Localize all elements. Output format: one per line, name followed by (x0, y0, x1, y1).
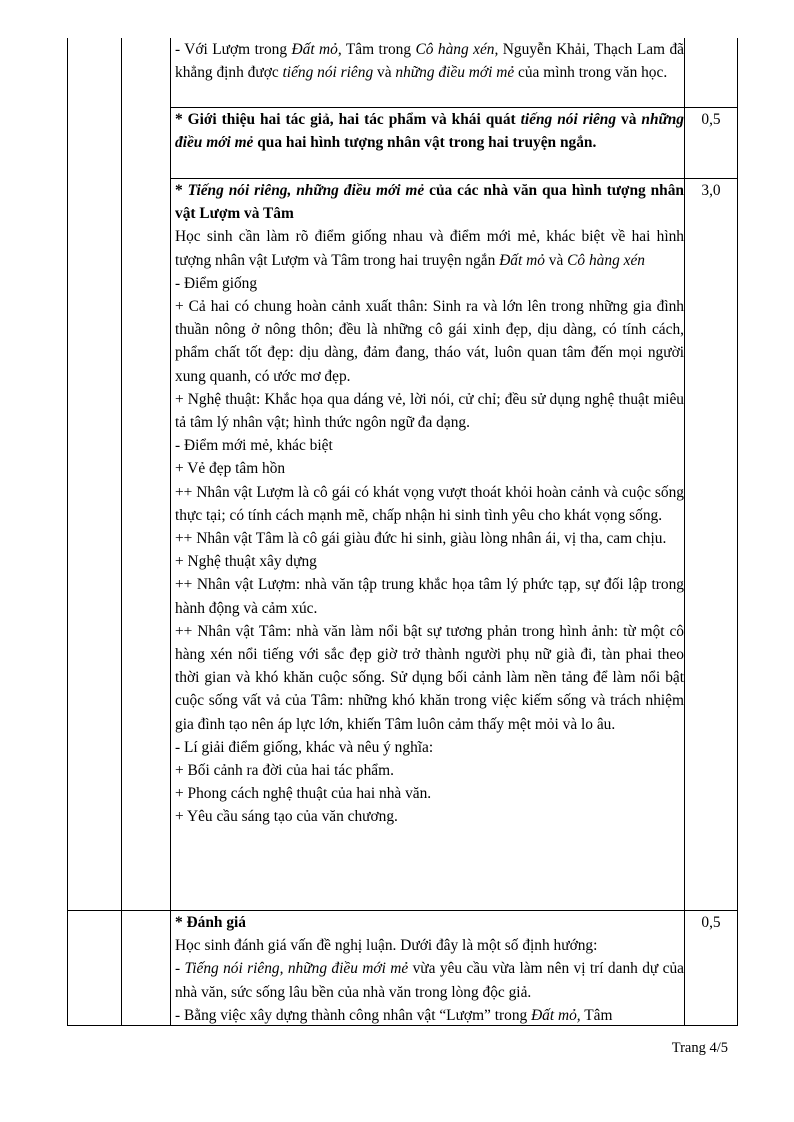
scoring-table (67, 38, 738, 1026)
evaluation-line: - Tiếng nói riêng, những điều mới mẻ vừa yêu cầu vừa làm nên vị trí danh dự của nhà văn, sức sống lâu bền của nhà văn trong lòng độc giả. (175, 960, 684, 1001)
analysis-line: - Lí giải điểm giống, khác và nêu ý nghĩa: (175, 738, 434, 756)
analysis-line: + Vẻ đẹp tâm hồn (175, 460, 286, 478)
evaluation-line: - Bằng việc xây dựng thành công nhân vật “Lượm” trong Đất mỏ, Tâm (175, 1006, 613, 1024)
row-conclusion-text: - Với Lượm trong Đất mỏ, Tâm trong Cô hàng xén, Nguyễn Khải, Thạch Lam đã khẳng định được tiếng nói riêng và những điều mới mẻ của mình trong văn học. (175, 41, 685, 82)
row-introduction-score: 0,5 (701, 111, 721, 128)
analysis-line: + Cả hai có chung hoàn cảnh xuất thân: Sinh ra và lớn lên trong những gia đình thuần nông ở nông thôn; đều là những cô gái xinh đẹp, dịu dàng, có tính cách, phẩm chất tốt đẹp: dịu dàng, đảm đang, tháo vát, luôn quan tâm đến mọi người xung quanh, có ước mơ đẹp. (175, 298, 684, 385)
row-analysis-text (175, 179, 684, 829)
analysis-line: ++ Nhân vật Lượm: nhà văn tập trung khắc họa tâm lý phức tạp, sự đối lập trong hành động và cảm xúc. (175, 576, 684, 617)
row-evaluation-text (175, 911, 684, 1026)
analysis-heading: * Tiếng nói riêng, những điều mới mẻ của các nhà văn qua hình tượng nhân vật Lượm và Tâm (175, 182, 684, 223)
row-introduction-text: * Giới thiệu hai tác giả, hai tác phẩm và khái quát tiếng nói riêng và những điều mới mẻ qua hai hình tượng nhân vật trong hai truyện ngắn. (175, 111, 684, 152)
evaluation-line: Học sinh đánh giá vấn đề nghị luận. Dưới đây là một số định hướng: (175, 937, 598, 955)
page-number: Trang 4/5 (671, 1040, 728, 1056)
analysis-line: + Nghệ thuật xây dựng (175, 553, 317, 571)
analysis-line: + Yêu cầu sáng tạo của văn chương. (175, 808, 398, 826)
analysis-line: ++ Nhân vật Tâm là cô gái giàu đức hi sinh, giàu lòng nhân ái, vị tha, cam chịu. (175, 530, 667, 548)
row-evaluation-score: 0,5 (701, 914, 721, 931)
analysis-line: - Điểm giống (175, 274, 258, 292)
analysis-line: + Nghệ thuật: Khắc họa qua dáng vẻ, lời nói, cử chỉ; đều sử dụng nghệ thuật miêu tả tâm lý nhân vật; hình thức ngôn ngữ đa dạng. (175, 390, 684, 432)
analysis-line: + Phong cách nghệ thuật của hai nhà văn. (175, 785, 432, 803)
evaluation-heading: * Đánh giá (175, 914, 246, 931)
row-analysis-score: 3,0 (701, 182, 721, 199)
analysis-line: ++ Nhân vật Tâm: nhà văn làm nổi bật sự tương phản trong hình ảnh: từ một cô hàng xén nổi tiếng với sắc đẹp giờ trở thành người phụ nữ già đi, tàn phai theo thời gian và khó khăn cuộc sống. Sử dụng bối cảnh làm nền tảng để làm nổi bật cuộc sống vất vả của Tâm: những khó khăn trong việc kiếm sống và trách nhiệm gia đình tạo nên áp lực lớn, khiến Tâm luôn cảm thấy mệt mỏi và lo âu. (175, 622, 684, 733)
analysis-line: - Điểm mới mẻ, khác biệt (175, 437, 333, 455)
analysis-line: ++ Nhân vật Lượm là cô gái có khát vọng vượt thoát khỏi hoàn cảnh và cuộc sống thực tại; có tính cách mạnh mẽ, chấp nhận hi sinh tình yêu cho khát vọng sống. (175, 483, 684, 524)
analysis-line: + Bối cảnh ra đời của hai tác phẩm. (175, 762, 394, 780)
analysis-intro: Học sinh cần làm rõ điểm giống nhau và điểm mới mẻ, khác biệt về hai hình tượng nhân vật Lượm và Tâm trong hai truyện ngắn Đất mỏ và Cô hàng xén (175, 228, 684, 269)
